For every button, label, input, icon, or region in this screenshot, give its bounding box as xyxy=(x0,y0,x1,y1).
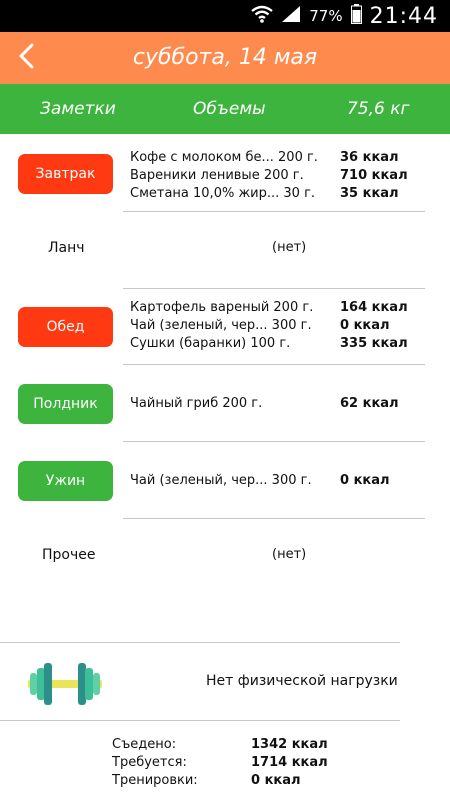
summary-eaten xyxy=(112,736,372,754)
supper-items xyxy=(130,472,440,490)
tab-notes[interactable]: Заметки xyxy=(40,99,116,119)
divider xyxy=(123,288,425,289)
food-item[interactable] xyxy=(130,317,440,335)
dinner-button[interactable]: Обед xyxy=(18,307,113,347)
title-bar xyxy=(0,32,450,84)
food-name: Картофель вареный 200 г. xyxy=(130,300,314,315)
divider xyxy=(123,518,425,519)
food-kcal: 164 ккал xyxy=(340,300,408,315)
divider xyxy=(123,211,425,212)
dinner-items xyxy=(130,299,440,353)
supper-button[interactable]: Ужин xyxy=(18,461,113,501)
food-name: Чай (зеленый, чер... 300 г. xyxy=(130,473,312,488)
food-name: Сушки (баранки) 100 г. xyxy=(130,336,291,351)
eaten-label: Съедено: xyxy=(112,737,177,752)
breakfast-items xyxy=(130,149,440,203)
exercise-text: Нет физической нагрузки xyxy=(206,673,398,689)
tab-weight[interactable]: 75,6 кг xyxy=(347,99,410,119)
battery-icon xyxy=(351,4,362,28)
food-name: Чай (зеленый, чер... 300 г. xyxy=(130,318,312,333)
lunch-none: (нет) xyxy=(272,240,307,255)
food-kcal: 0 ккал xyxy=(340,473,390,488)
food-kcal: 35 ккал xyxy=(340,186,399,201)
food-kcal: 36 ккал xyxy=(340,150,399,165)
other-label: Прочее xyxy=(42,547,96,563)
required-value: 1714 ккал xyxy=(251,755,328,770)
clock: 21:44 xyxy=(369,3,438,29)
exercise-row[interactable] xyxy=(0,645,450,720)
summary xyxy=(112,736,372,790)
tabs-bar xyxy=(0,84,450,134)
breakfast-button[interactable]: Завтрак xyxy=(18,154,113,194)
food-kcal: 335 ккал xyxy=(340,336,408,351)
food-item[interactable] xyxy=(130,167,440,185)
divider xyxy=(123,441,425,442)
snack-items xyxy=(130,395,440,413)
food-item[interactable] xyxy=(130,472,440,490)
food-item[interactable] xyxy=(130,185,440,203)
food-item[interactable] xyxy=(130,299,440,317)
food-name: Вареники ленивые 200 г. xyxy=(130,168,304,183)
divider xyxy=(123,364,425,365)
food-item[interactable] xyxy=(130,335,440,353)
wifi-icon xyxy=(251,5,273,27)
divider xyxy=(0,720,400,721)
summary-required xyxy=(112,754,372,772)
food-kcal: 710 ккал xyxy=(340,168,408,183)
status-bar xyxy=(0,0,450,32)
food-name: Кофе с молоком бе... 200 г. xyxy=(130,150,318,165)
food-item[interactable] xyxy=(130,149,440,167)
training-value: 0 ккал xyxy=(251,773,301,788)
divider xyxy=(0,642,400,643)
food-kcal: 62 ккал xyxy=(340,396,399,411)
required-label: Требуется: xyxy=(112,755,187,770)
status-indicators xyxy=(251,4,438,28)
other-none: (нет) xyxy=(272,547,307,562)
dumbbell-icon xyxy=(26,663,104,709)
page-title: суббота, 14 мая xyxy=(132,45,318,70)
summary-training xyxy=(112,772,372,790)
eaten-value: 1342 ккал xyxy=(251,737,328,752)
signal-icon xyxy=(281,5,301,27)
food-name: Чайный гриб 200 г. xyxy=(130,396,263,411)
battery-percent: 77% xyxy=(309,7,343,25)
lunch-label: Ланч xyxy=(48,240,85,256)
food-kcal: 0 ккал xyxy=(340,318,390,333)
food-item[interactable] xyxy=(130,395,440,413)
snack-button[interactable]: Полдник xyxy=(18,384,113,424)
tab-volumes[interactable]: Объемы xyxy=(193,99,266,119)
food-name: Сметана 10,0% жир... 30 г. xyxy=(130,186,316,201)
training-label: Тренировки: xyxy=(112,773,198,788)
